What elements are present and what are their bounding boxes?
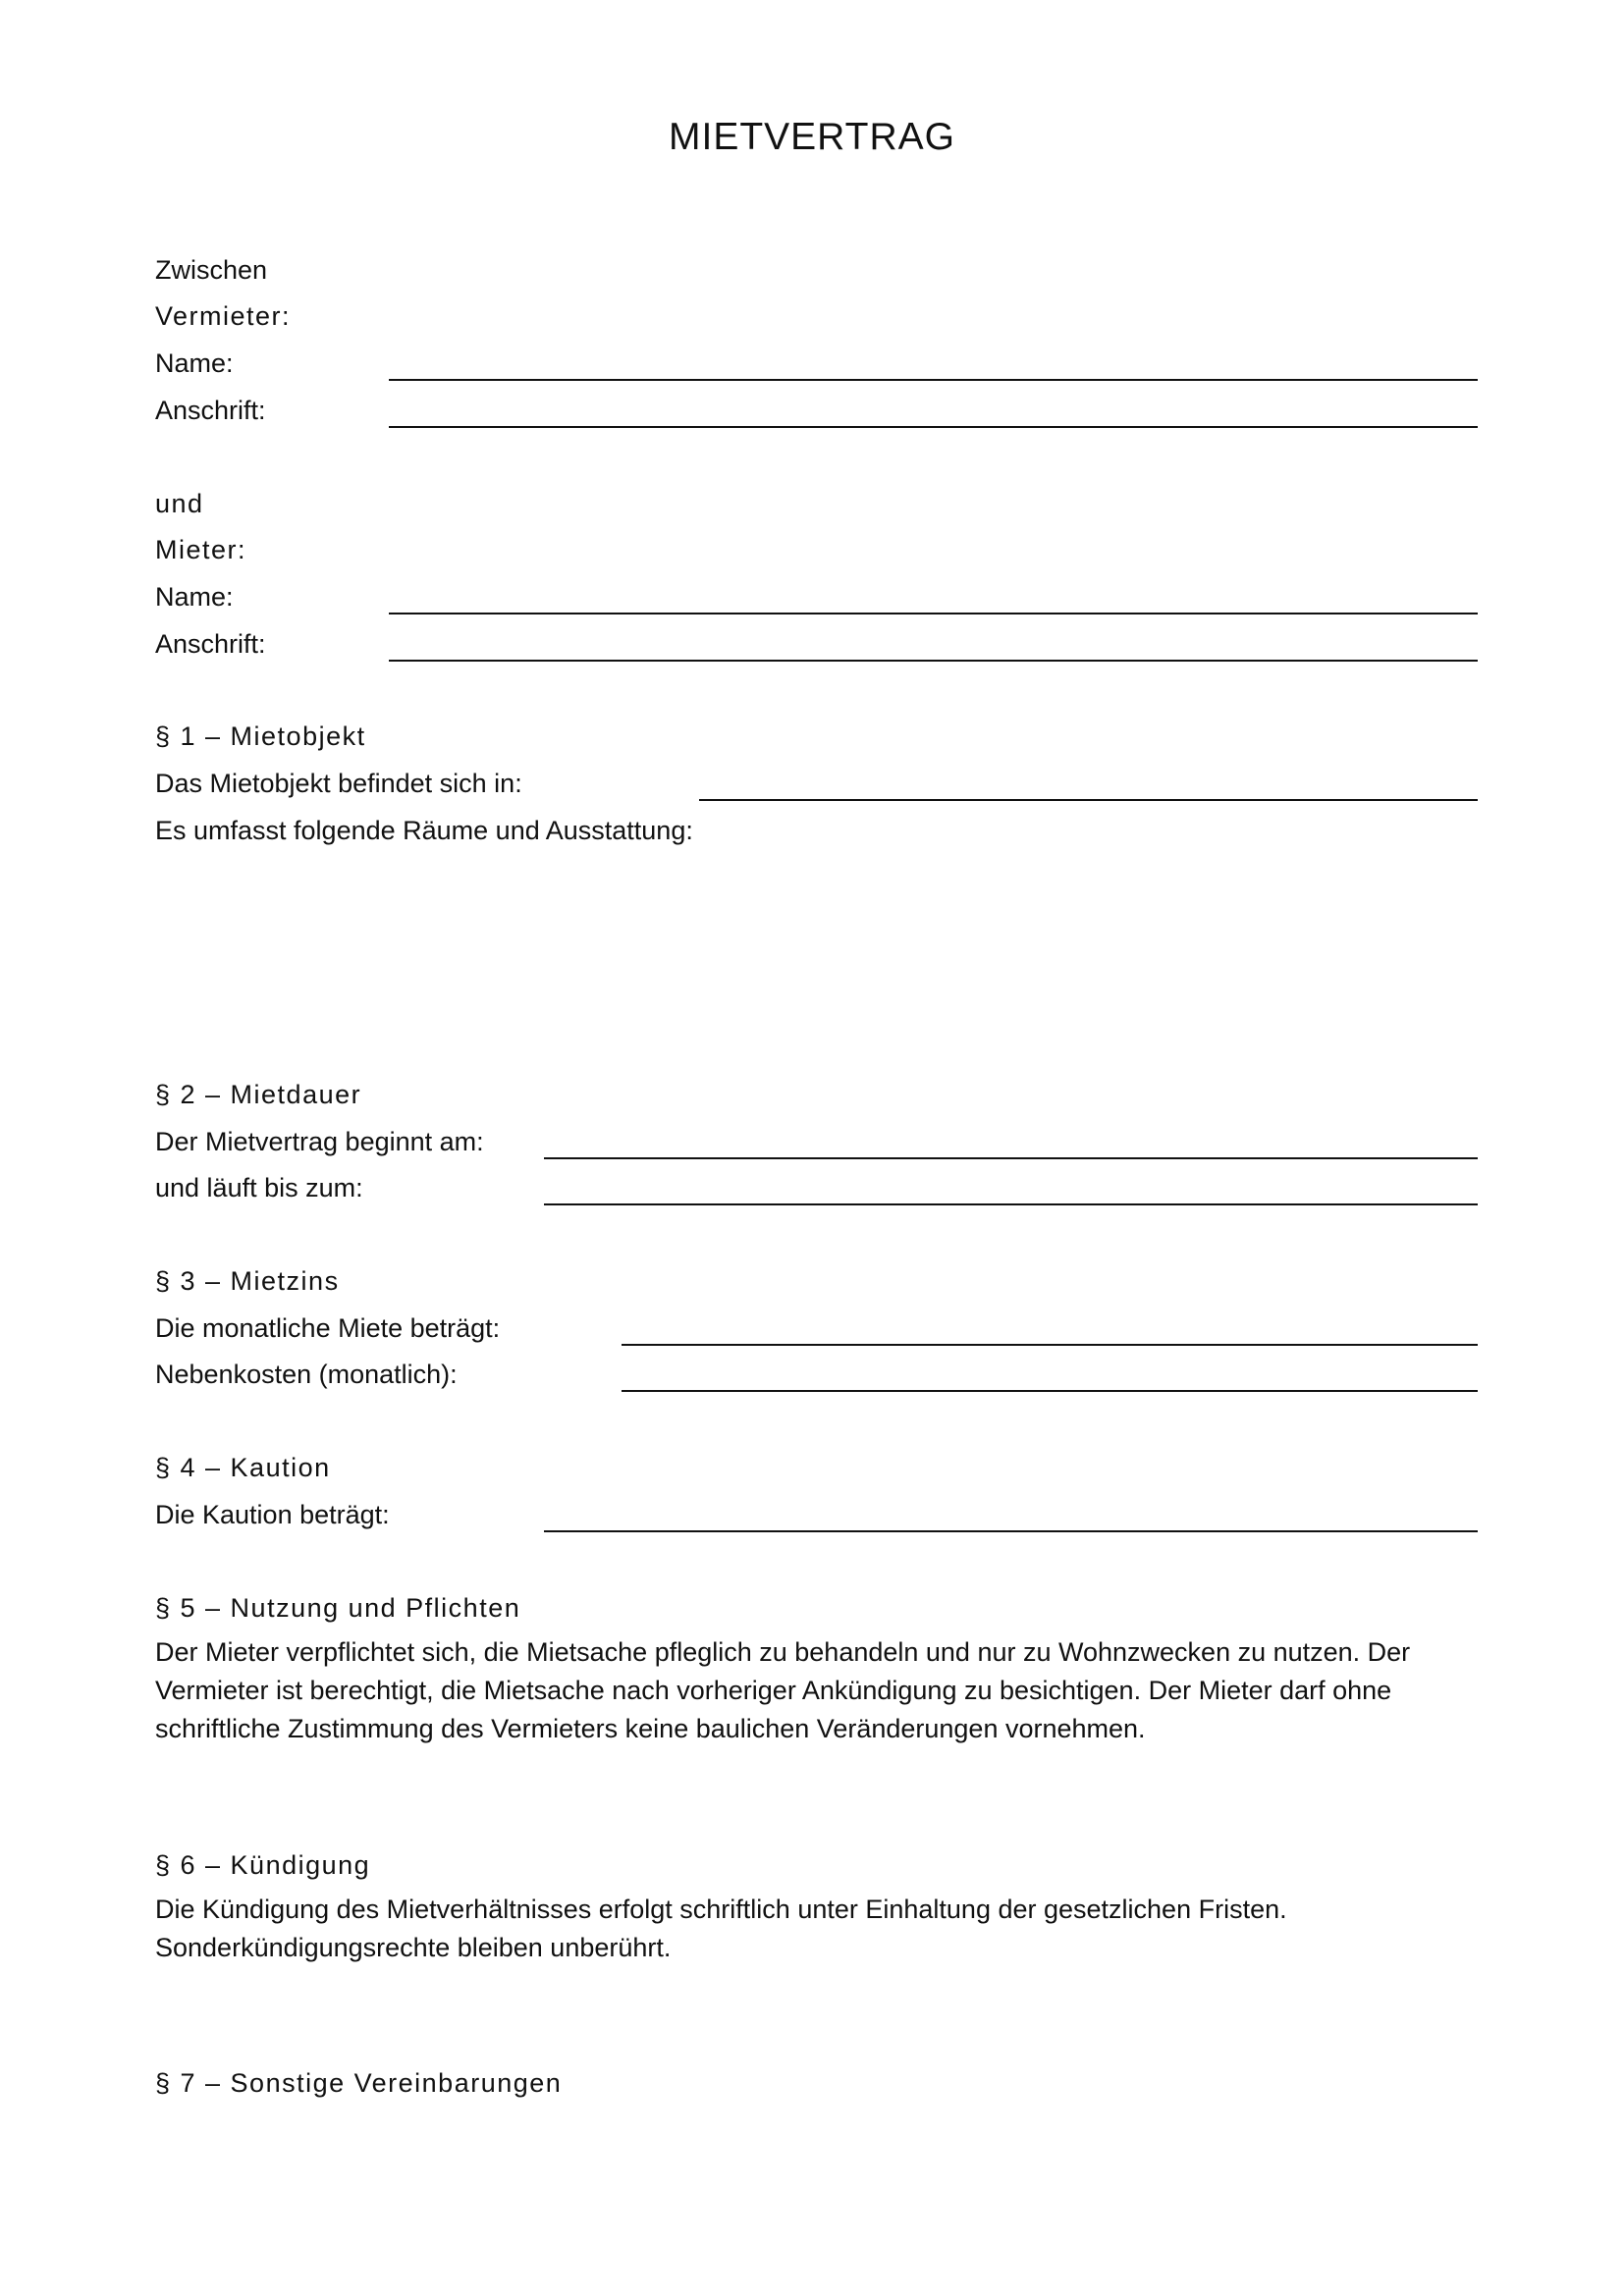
object-rooms-label: Es umfasst folgende Räume und Ausstattung: <box>155 816 693 845</box>
section-5-heading: § 5 – Nutzung und Pflichten <box>155 1593 521 1623</box>
section-6-heading: § 6 – Kündigung <box>155 1850 371 1880</box>
section-4-heading: § 4 – Kaution <box>155 1453 331 1482</box>
end-date-field[interactable] <box>544 1203 1478 1205</box>
section-2-heading: § 2 – Mietdauer <box>155 1080 362 1109</box>
end-date-label: und läuft bis zum: <box>155 1173 363 1202</box>
landlord-name-field[interactable] <box>389 379 1478 381</box>
tenant-name-label: Name: <box>155 582 234 612</box>
tenant-address-field[interactable] <box>389 660 1478 662</box>
deposit-label: Die Kaution beträgt: <box>155 1500 390 1529</box>
landlord-address-field[interactable] <box>389 426 1478 428</box>
section-5-line: Der Mieter verpflichtet sich, die Mietsache pfleglich zu behandeln und nur zu Wohnzwecken zu nutzen. Der <box>155 1637 1411 1667</box>
section-6-line: Sonderkündigungsrechte bleiben unberührt. <box>155 1933 672 1962</box>
object-location-field[interactable] <box>699 799 1478 801</box>
utility-costs-label: Nebenkosten (monatlich): <box>155 1360 458 1389</box>
rent-label: Die monatliche Miete beträgt: <box>155 1313 501 1343</box>
document-title: MIETVERTRAG <box>669 116 955 158</box>
landlord-heading: Vermieter: <box>155 301 292 331</box>
section-1-heading: § 1 – Mietobjekt <box>155 721 366 751</box>
landlord-name-label: Name: <box>155 348 234 378</box>
section-5-line: schriftliche Zustimmung des Vermieters keine baulichen Veränderungen vornehmen. <box>155 1714 1146 1743</box>
rent-field[interactable] <box>622 1344 1478 1346</box>
start-date-label: Der Mietvertrag beginnt am: <box>155 1127 484 1156</box>
tenant-address-label: Anschrift: <box>155 629 266 659</box>
section-6-line: Die Kündigung des Mietverhältnisses erfolgt schriftlich unter Einhaltung der gesetzlichen Fristen. <box>155 1895 1287 1924</box>
landlord-address-label: Anschrift: <box>155 396 266 425</box>
section-5-body <box>155 1633 1490 1748</box>
start-date-field[interactable] <box>544 1157 1478 1159</box>
object-location-label: Das Mietobjekt befindet sich in: <box>155 769 522 798</box>
tenant-name-field[interactable] <box>389 613 1478 614</box>
tenant-heading: Mieter: <box>155 535 247 564</box>
section-7-heading: § 7 – Sonstige Vereinbarungen <box>155 2068 563 2098</box>
deposit-field[interactable] <box>544 1530 1478 1532</box>
section-3-heading: § 3 – Mietzins <box>155 1266 340 1296</box>
section-5-line: Vermieter ist berechtigt, die Mietsache nach vorheriger Ankündigung zu besichtigen. Der Mieter darf ohne <box>155 1676 1392 1705</box>
parties-connector: und <box>155 489 204 518</box>
section-6-body <box>155 1891 1490 1967</box>
parties-intro: Zwischen <box>155 255 268 285</box>
utility-costs-field[interactable] <box>622 1390 1478 1392</box>
